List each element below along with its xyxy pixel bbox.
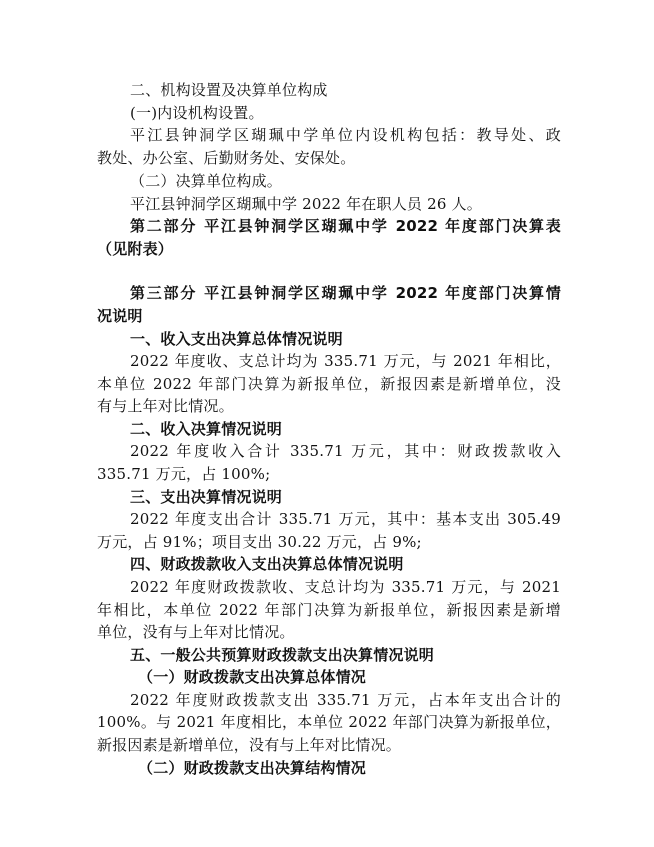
paragraph-line: 有与上年对比情况。 (97, 397, 234, 415)
paragraph-line: 2022 年度收入合计 335.71 万元，其中：财政拨款收入 (130, 442, 561, 460)
section-heading: 五、一般公共预算财政拨款支出决算情况说明 (130, 646, 435, 664)
part-heading-cont: （见附表） (97, 240, 174, 258)
paragraph-line: 2022 年度支出合计 335.71 万元，其中：基本支出 305.49 (130, 510, 561, 528)
paragraph-line: 平江县钟洞学区瑚珮中学单位内设机构包括：教导处、政 (130, 126, 561, 144)
paragraph-line: 2022 年度财政拨款收、支总计均为 335.71 万元，与 2021 (130, 578, 561, 596)
subsection-heading: （二）决算单位构成。 (130, 172, 283, 190)
paragraph-line: 新报因素是新增单位，没有与上年对比情况。 (97, 736, 402, 754)
section-heading: 一、收入支出决算总体情况说明 (130, 330, 343, 348)
section-heading: 二、收入决算情况说明 (130, 420, 283, 438)
paragraph-line: 335.71 万元，占 100%; (97, 465, 271, 483)
paragraph-line: 万元，占 91%；项目支出 30.22 万元，占 9%; (97, 533, 422, 551)
part-heading: 第二部分 平江县钟洞学区瑚珮中学 2022 年度部门决算表 (130, 217, 561, 235)
paragraph-line: 教处、办公室、后勤财务处、安保处。 (97, 149, 356, 167)
section-heading: 三、支出决算情况说明 (130, 488, 283, 506)
paragraph-line: 平江县钟洞学区瑚珮中学 2022 年在职人员 26 人。 (130, 195, 482, 213)
paragraph-line: 2022 年度财政拨款支出 335.71 万元，占本年支出合计的 (130, 691, 561, 709)
part-heading: 第三部分 平江县钟洞学区瑚珮中学 2022 年度部门决算情 (130, 284, 561, 302)
paragraph-line: 本单位 2022 年部门决算为新报单位，新报因素是新增单位，没 (97, 375, 561, 393)
subsection-heading: (一)内设机构设置。 (130, 104, 264, 122)
paragraph-line: 2022 年度收、支总计均为 335.71 万元，与 2021 年相比， (130, 352, 561, 370)
subsection-heading: （一）财政拨款支出决算总体情况 (138, 668, 367, 686)
section-heading: 二、机构设置及决算单位构成 (130, 81, 328, 99)
part-heading-cont: 况说明 (97, 307, 143, 325)
paragraph-line: 单位，没有与上年对比情况。 (97, 623, 295, 641)
paragraph-line: 年相比，本单位 2022 年部门决算为新报单位，新报因素是新增 (97, 601, 561, 619)
section-heading: 四、财政拨款收入支出决算总体情况说明 (130, 555, 404, 573)
subsection-heading: （二）财政拨款支出决算结构情况 (138, 759, 367, 777)
paragraph-line: 100%。与 2021 年度相比，本单位 2022 年部门决算为新报单位， (97, 713, 561, 731)
